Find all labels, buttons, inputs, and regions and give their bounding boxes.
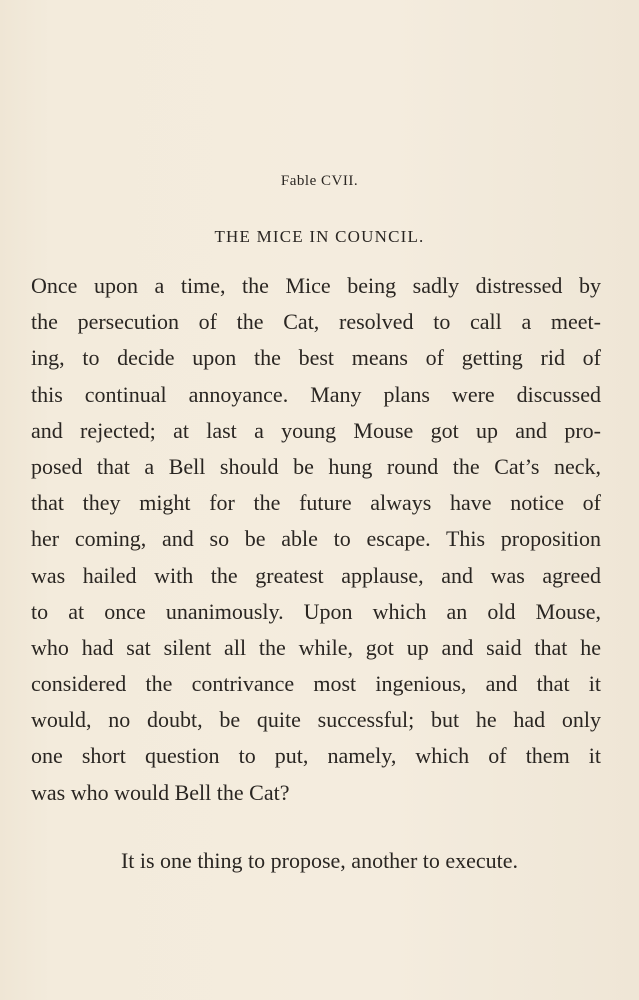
- text-line: was hailed with the greatest applause, and was agreed: [31, 562, 601, 588]
- fable-body: [31, 268, 601, 811]
- text-line: that they might for the future always have notice of: [31, 490, 601, 516]
- text-line: considered the contrivance most ingenious, and that it: [31, 671, 601, 697]
- text-line: this continual annoyance. Many plans were discussed: [31, 381, 601, 407]
- text-line: the persecution of the Cat, resolved to call a meet-: [31, 309, 601, 335]
- text-line: one short question to put, namely, which of them it: [31, 743, 601, 769]
- text-line: would, no doubt, be quite successful; but he had only: [31, 707, 601, 733]
- text-line: and rejected; at last a young Mouse got up and pro-: [31, 417, 601, 443]
- fable-title: THE MICE IN COUNCIL.: [214, 227, 425, 246]
- text-line: her coming, and so be able to escape. This proposition: [31, 526, 601, 552]
- fable-moral: It is one thing to propose, another to execute.: [120, 848, 519, 873]
- text-line: was who would Bell the Cat?: [31, 779, 290, 805]
- fable-number: Fable CVII.: [280, 173, 359, 189]
- text-line: ing, to decide upon the best means of getting rid of: [31, 345, 601, 371]
- text-line: Once upon a time, the Mice being sadly distressed by: [31, 273, 601, 298]
- text-line: to at once unanimously. Upon which an old Mouse,: [31, 598, 601, 624]
- text-line: posed that a Bell should be hung round the Cat’s neck,: [31, 453, 601, 479]
- text-line: who had sat silent all the while, got up and said that he: [31, 634, 601, 660]
